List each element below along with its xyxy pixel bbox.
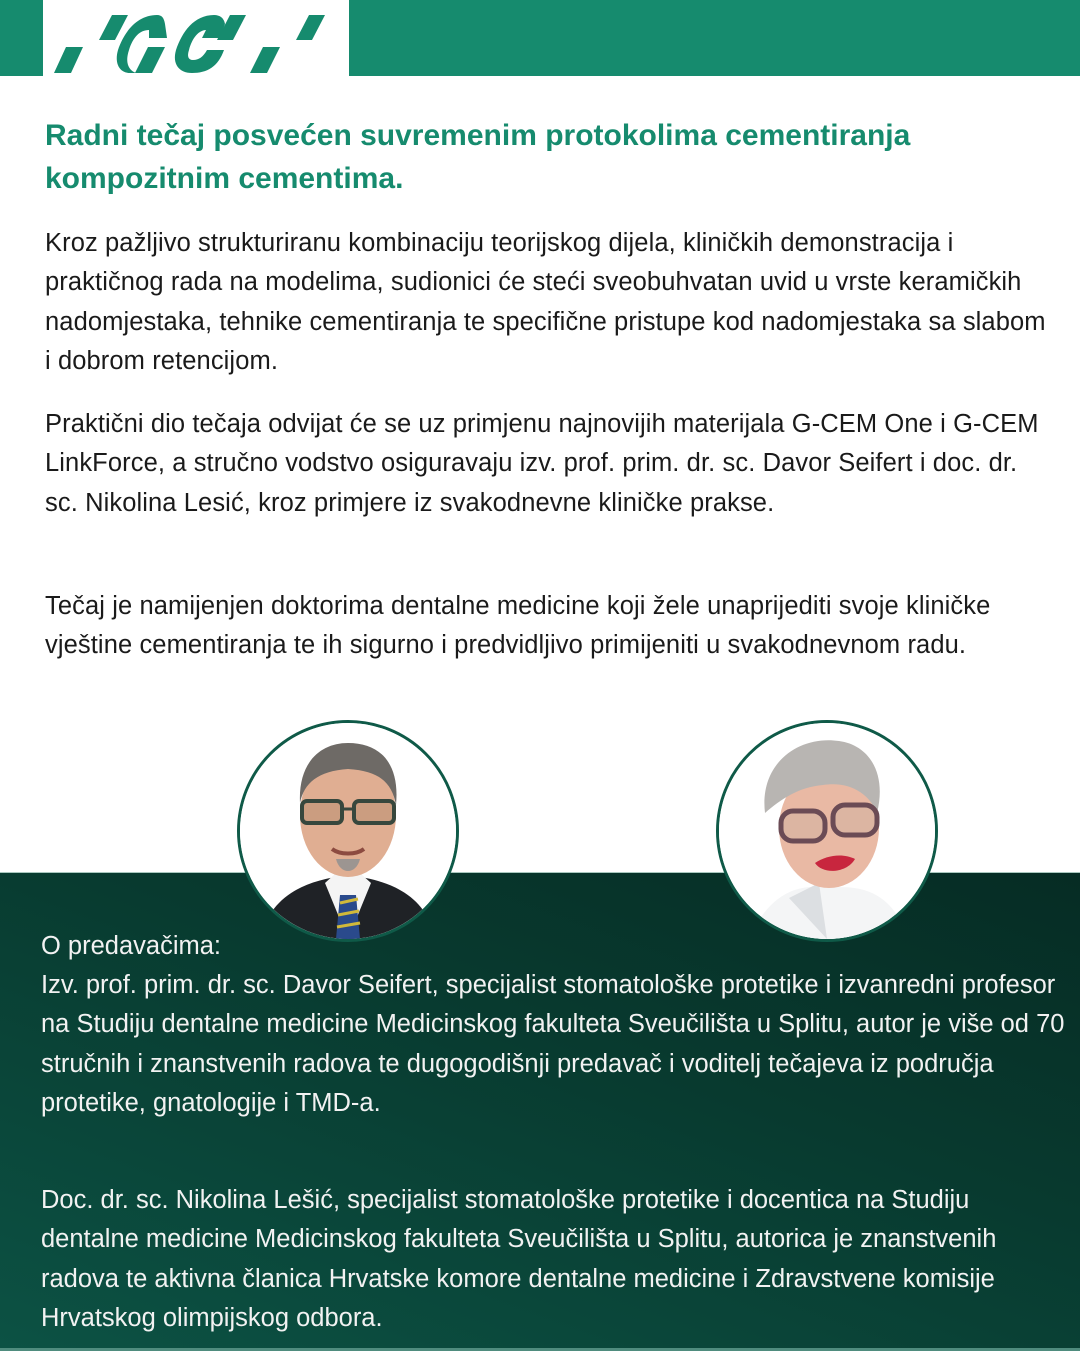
practical-paragraph: Praktični dio tečaja odvijat će se uz primjenu najnovijih materijala G-CEM One i G-CEM LinkForce, a stručno vodstvo osiguravaju izv. prof. prim. dr. sc. Davor Seifert i doc. dr. sc. Nikolina Lesić, kroz primjere iz svakodnevne kliničke prakse. xyxy=(45,410,1039,517)
header-bar-right xyxy=(349,0,1080,76)
speaker-bio-lesic: Doc. dr. sc. Nikolina Lešić, specijalist stomatološke protetike i docentica na Studiju dentalne medicine Medicinskog fakulteta Sveučilišta u Splitu, autorica je znanstvenih radova te aktivna članica Hrvatske komore dentalne medicine i Zdravstvene komisije Hrvatskog olimpijskog odbora. xyxy=(41,1186,997,1332)
header xyxy=(0,0,1080,76)
speakers-heading: O predavačima: xyxy=(41,932,221,960)
header-bar-left xyxy=(0,0,43,76)
audience-paragraph: Tečaj je namijenjen doktorima dentalne medicine koji žele unaprijediti svoje kliničke vještine cementiranja te ih sigurno i predvidljivo primijeniti u svakodnevnom radu. xyxy=(45,592,991,660)
intro-paragraph: Kroz pažljivo strukturiranu kombinaciju teorijskog dijela, kliničkih demonstracija i praktičnog rada na modelima, sudionici će steći sveobuhvatan uvid u vrste keramičkih nadomjestaka, tehnike cementiranja te specifične pristupe kod nadomjestaka sa slabom i dobrom retencijom. xyxy=(45,229,1046,375)
speaker-bio-seifert: Izv. prof. prim. dr. sc. Davor Seifert, specijalist stomatološke protetike i izvanredni profesor na Studiju dentalne medicine Medicinskog fakulteta Sveučilišta u Splitu, autor je više od 70 stručnih i znanstvenih radova te dugogodišnji predavač i voditelj tečajeva iz područja protetike, gnatologije i TMD-a. xyxy=(41,971,1065,1117)
page-headline: Radni tečaj posvećen suvremenim protokolima cementiranja kompozitnim cementima. xyxy=(45,119,911,195)
portrait-davor-seifert xyxy=(237,720,459,942)
woman-portrait-icon xyxy=(719,723,935,939)
gc-logo-icon xyxy=(52,12,332,74)
man-portrait-icon xyxy=(240,723,456,939)
portrait-nikolina-lesic xyxy=(716,720,938,942)
